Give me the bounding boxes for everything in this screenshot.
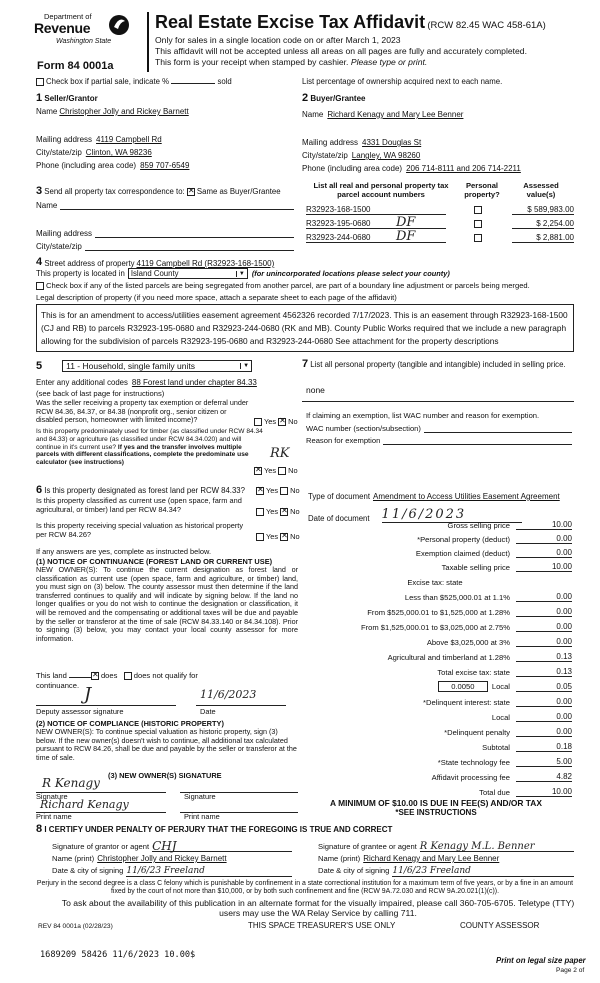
personal-property-value[interactable]: none <box>306 385 325 395</box>
street-row: 4 Street address of property 4119 Campbell Rd (R32923-168-1500) <box>36 256 307 268</box>
new-owner-heading: (3) NEW OWNER(S) SIGNATURE <box>108 771 222 780</box>
tax-value[interactable]: 0.00 <box>516 534 572 544</box>
date-line <box>196 705 286 706</box>
tax-row <box>300 667 572 677</box>
sec6-q2-options: Yes ✕ No <box>256 507 300 516</box>
notice-continuance-text: NEW OWNER(S): To continue the current designation as forest land or classification as current use (open space, farm and agriculture, or timber) land, you must sign on (3) below. The county assessor must then determine if the land transferred continues to qualify and will indicate by signing below. If the land no longer qualifies or you do not wish to continue the designation or classification, it will be removed and the compensating or additional taxes will be due and payable by the seller or transferor at the time of sale (RCW 84.33.140 or 84.34.108). Prior to signing (3) below, you may contact your local county assessor for more information. <box>36 565 298 643</box>
logo-icon <box>108 12 130 38</box>
assessor-label: COUNTY ASSESSOR <box>460 921 540 930</box>
parcel-row <box>306 205 574 216</box>
sec6-q3-options: Yes ✕ No <box>256 532 300 541</box>
tax-value[interactable]: 0.05 <box>516 682 572 692</box>
segregated-checkbox[interactable] <box>36 282 44 290</box>
sec3-city-input[interactable] <box>85 242 294 251</box>
title-wrap <box>155 12 546 33</box>
parcel-header: List all real and personal property tax parcel account numbers <box>313 181 449 199</box>
parcel-initials: DF <box>396 229 416 244</box>
grantee-sig-row: Signature of grantee or agent R Kenagy M.L. Benner <box>318 842 574 852</box>
tax-label: *Personal property (deduct) <box>417 535 510 544</box>
buyer-phone[interactable]: 206 714-8111 and 206 714-2211 <box>406 164 521 173</box>
cert-row: 8 I CERTIFY UNDER PENALTY OF PERJURY THAT THE FOREGOING IS TRUE AND CORRECT <box>36 823 393 835</box>
tax-label: Subtotal <box>482 743 510 752</box>
legal-description[interactable]: This is for an amendment to access/utilities easement agreement 4562326 recorded 7/17/2023. This is an easement through R32923-168-1500 (CJ and RB) to parcels R32923-195-0680 and R32923-244-0680 (RK and MB). County Public Works required that we include a new paragraph allowing for the subdivision of parcels R32923-195-0680 and R32923-244-0680 See attachment for the property descriptions <box>36 304 574 352</box>
tax-row <box>300 562 572 572</box>
seller-heading: 1 Seller/Grantor <box>36 92 98 104</box>
wac-input[interactable] <box>424 424 572 433</box>
property-street[interactable]: 4119 Campbell Rd (R32923-168-1500) <box>136 259 275 268</box>
form-title: Real Estate Excise Tax Affidavit <box>155 12 426 32</box>
grantee-date-row: Date & city of signing 11/6/23 Freeland <box>318 866 574 877</box>
seller-mailing[interactable]: 4119 Campbell Rd <box>96 135 162 144</box>
sec3-mailing-row: Mailing address <box>36 229 294 238</box>
exempt-label: If claiming an exemption, list WAC number and reason for exemption. <box>306 411 540 420</box>
sec6-q1: 6 Is this property designated as forest land per RCW 84.33? <box>36 484 245 496</box>
tax-row <box>300 682 572 692</box>
doc-type-row: Type of document Amendment to Access Utilities Easement Agreement <box>308 492 560 501</box>
tax-row <box>300 787 572 797</box>
deputy-date[interactable]: 11/6/2023 <box>200 688 257 701</box>
see-instructions: *SEE INSTRUCTIONS <box>395 808 477 817</box>
sec5-q1-options: Yes ✕ No <box>254 417 298 426</box>
sec6-q1-options: ✕ Yes No <box>256 486 300 495</box>
legal-paper-note: Print on legal size paper <box>496 956 586 965</box>
deputy-label: Deputy assessor signature <box>36 707 124 716</box>
notice-continuance-heading: (1) NOTICE OF CONTINUANCE (FOREST LAND OR CURRENT USE) <box>36 557 273 566</box>
tax-row <box>300 548 572 558</box>
parcel-row <box>306 229 574 244</box>
rev-number: REV 84 0001a (02/28/23) <box>38 923 113 930</box>
header-note3: This form is your receipt when stamped by cashier. <box>155 57 349 67</box>
tax-label: *State technology fee <box>437 758 510 767</box>
minimum-note: A MINIMUM OF $10.00 IS DUE IN FEE(S) AND/OR TAX <box>330 798 542 808</box>
date-label: Date <box>200 707 216 716</box>
buyer-name-row: Name Richard Kenagy and Mary Lee Benner <box>302 110 464 119</box>
dept-line1: Department of <box>44 12 92 21</box>
tax-row <box>300 637 572 647</box>
tax-row <box>300 727 572 737</box>
deputy-signature[interactable]: J <box>84 684 92 705</box>
tax-label: Agricultural and timberland at 1.28% <box>387 653 510 662</box>
initials-rk: RK <box>270 446 290 461</box>
tax-value[interactable]: 0.00 <box>516 727 572 737</box>
sec3-city-row: City/state/zip <box>36 242 294 251</box>
tax-label: Exemption claimed (deduct) <box>415 549 510 558</box>
owner-signature[interactable]: R Kenagy <box>42 776 100 790</box>
tax-value[interactable]: 0.00 <box>516 592 572 602</box>
sold-label: sold <box>217 77 232 86</box>
partial-sale-label: Check box if partial sale, indicate % <box>46 77 170 86</box>
tax-row <box>300 577 572 587</box>
continuance-label: continuance. <box>36 681 80 690</box>
reason-input[interactable] <box>383 436 572 445</box>
tax-label: Taxable selling price <box>441 563 510 572</box>
personal-property-checkbox[interactable] <box>474 206 482 214</box>
historic-no-checkbox[interactable] <box>280 533 288 541</box>
seller-phone-row: Phone (including area code) 859 707-6549 <box>36 161 190 170</box>
owner2-sig-label: Signature <box>184 792 216 801</box>
tax-label: Above $3,025,000 at 3% <box>426 638 510 647</box>
seller-name[interactable]: Christopher Jolly and Rickey Barnett <box>59 107 189 116</box>
seller-phone[interactable]: 859 707-6549 <box>140 161 190 170</box>
header-note3b: Please type or print. <box>350 57 428 67</box>
does-not-checkbox[interactable] <box>124 672 132 680</box>
buyer-city[interactable]: Langley, WA 98260 <box>351 151 421 160</box>
grantor-name[interactable]: Christopher Jolly and Rickey Barnett <box>97 854 227 863</box>
grantor-signature[interactable]: CHJ <box>152 842 292 852</box>
sec5-q1: Was the seller receiving a property tax exemption or deferral under RCW 84.36, 84.37, or 84.38 (nonprofit org., senior citizen or disabled person, homeowner with limited income)? <box>36 398 249 425</box>
tax-value[interactable]: 0.18 <box>516 742 572 752</box>
sec7-line <box>302 401 574 402</box>
current-use-no-checkbox[interactable] <box>280 508 288 516</box>
tax-value[interactable]: 0.00 <box>516 622 572 632</box>
personal-property-checkbox[interactable] <box>474 234 482 242</box>
forest-no-checkbox[interactable] <box>280 487 288 495</box>
header-note3-wrap <box>155 57 427 67</box>
tax-value[interactable]: 0.13 <box>516 667 572 677</box>
form-number: Form 84 0001a <box>37 60 114 72</box>
assessed-header: Assessed value(s) <box>523 181 559 199</box>
assessed-value[interactable]: $ 589,983.00 <box>512 205 574 215</box>
grantor-sig-row: Signature of grantor or agent CHJ <box>52 842 292 852</box>
tax-value[interactable]: 10.00 <box>516 562 572 572</box>
assessed-value[interactable]: $ 2,254.00 <box>512 219 574 229</box>
alt-format-note: To ask about the availability of this publication in an alternate format for the visually impaired, please call 360-705-6705. Teletype (TTY) users may use the WA Relay Service by calling 711. <box>61 898 575 918</box>
sec6-q3: Is this property receiving special valuation as historical property per RCW 84.26? <box>36 521 244 539</box>
does-checkbox[interactable] <box>91 672 99 680</box>
tax-label: Total due <box>479 788 510 797</box>
tax-row <box>300 697 572 707</box>
same-as-buyer-checkbox[interactable] <box>187 188 195 196</box>
tax-label: From $525,000.01 to $1,525,000 at 1.28% <box>367 608 510 617</box>
reason-row: Reason for exemption <box>306 436 572 445</box>
buyer-heading: 2 Buyer/Grantee <box>302 92 366 104</box>
sec6-any: If any answers are yes, complete as instructed below. <box>36 547 211 556</box>
tax-value[interactable]: 0.13 <box>516 652 572 662</box>
tax-label: Less than $525,000.01 at 1.1% <box>404 593 510 602</box>
tax-row <box>300 712 572 722</box>
owner-print-label: Print name <box>36 812 72 821</box>
tax-row <box>300 534 572 544</box>
grantor-date[interactable]: 11/6/23 Freeland <box>126 866 292 877</box>
q2-no-checkbox[interactable] <box>278 467 286 475</box>
historic-yes-checkbox[interactable] <box>256 533 264 541</box>
tax-value[interactable]: 0.00 <box>516 607 572 617</box>
parcel-row <box>306 215 574 230</box>
grantee-name-row: Name (print) Richard Kenagy and Mary Lee Benner <box>318 854 500 863</box>
header-divider <box>147 12 149 72</box>
notice-compliance-heading: (2) NOTICE OF COMPLIANCE (HISTORIC PROPERTY) <box>36 719 224 728</box>
additional-codes[interactable]: 88 Forest land under chapter 84.33 <box>131 378 257 387</box>
seller-city[interactable]: Clinton, WA 98236 <box>85 148 152 157</box>
sec3-mailing-input[interactable] <box>95 229 294 238</box>
notice-compliance-text: NEW OWNER(S): To continue special valuation as historic property, sign (3) below. If the new owner(s) doesn't wish to continue, all additional tax calculated pursuant to RCW 84.26, shall be due and payable by the seller or transferor at the time of sale. <box>36 727 297 762</box>
sec6-q2: Is this property classified as current use (open space, farm and agricultural, or timber) land per RCW 84.34? <box>36 496 242 514</box>
use-select[interactable]: 11 - Household, single family units ▼ <box>62 360 252 372</box>
tax-row <box>300 607 572 617</box>
seller-city-row: City/state/zip Clinton, WA 98236 <box>36 148 152 157</box>
tax-label: Excise tax: state <box>407 578 463 587</box>
tax-label: From $1,525,000.01 to $3,025,000 at 2.75% <box>360 623 510 632</box>
list-percentage: List percentage of ownership acquired next to each name. <box>302 77 503 86</box>
tax-label: Gross selling price <box>447 521 510 530</box>
cashier-stamp: 1689209 58426 11/6/2023 10.00$ <box>40 950 196 960</box>
header-note2: This affidavit will not be accepted unless all areas on all pages are fully and accurately completed. <box>155 46 527 56</box>
grantee-name[interactable]: Richard Kenagy and Mary Lee Benner <box>363 854 500 863</box>
tax-value[interactable]: 0.00 <box>516 548 572 558</box>
rcw-ref: (RCW 82.45 WAC 458-61A) <box>427 20 546 31</box>
buyer-mailing-row: Mailing address 4331 Douglas St <box>302 138 422 147</box>
grantee-date[interactable]: 11/6/23 Freeland <box>392 866 574 877</box>
local-rate[interactable]: 0.0050 <box>438 681 488 692</box>
dept-line3: Washington State <box>56 38 112 45</box>
dor-logo <box>34 10 134 58</box>
tax-value[interactable]: 0.00 <box>516 697 572 707</box>
tax-value[interactable]: 0.00 <box>516 637 572 647</box>
sec3-name-row: Name <box>36 201 294 210</box>
buyer-mailing[interactable]: 4331 Douglas St <box>362 138 422 147</box>
tax-value[interactable]: 5.00 <box>516 757 572 767</box>
sec7-text: 7 List all personal property (tangible and intangible) included in selling price. <box>302 358 566 370</box>
tax-label: *Delinquent interest: state <box>423 698 510 707</box>
owner-print-name[interactable]: Richard Kenagy <box>40 798 129 811</box>
sec3-name-input[interactable] <box>60 201 294 210</box>
see-back: (see back of last page for instructions) <box>36 389 165 398</box>
parcel-number[interactable]: R32923-168-1500 <box>306 205 446 215</box>
forest-yes-checkbox[interactable] <box>256 487 264 495</box>
seller-mailing-row: Mailing address 4119 Campbell Rd <box>36 135 162 144</box>
tax-row <box>300 622 572 632</box>
seller-name-row: Name Christopher Jolly and Rickey Barnett <box>36 107 189 116</box>
segregated-row: Check box if any of the listed parcels are being segregated from another parcel, are part of a boundary line adjustment or parcels being merged. <box>36 281 530 290</box>
parcel-number[interactable]: R32923-195-0680 <box>306 219 446 229</box>
sec3-row: 3 Send all property tax correspondence to: ✕ Same as Buyer/Grantee <box>36 185 281 197</box>
partial-sale-checkbox[interactable] <box>36 78 44 86</box>
partial-sale <box>36 77 232 86</box>
q2-yes-checkbox[interactable] <box>254 467 262 475</box>
tax-row <box>300 757 572 767</box>
tax-value[interactable]: 0.00 <box>516 712 572 722</box>
tax-label: Local <box>491 713 510 722</box>
owner-sig-label: Signature <box>36 792 68 801</box>
land-qualify-row: This land ✕ does does not qualify for <box>36 671 198 680</box>
tax-row <box>300 592 572 602</box>
dept-line2: Revenue <box>34 20 91 36</box>
doc-date[interactable]: 11/6/2023 <box>382 507 522 523</box>
codes-row: Enter any additional codes 88 Forest land under chapter 84.33 <box>36 378 282 387</box>
q1-no-checkbox[interactable] <box>278 418 286 426</box>
treasurer-label: THIS SPACE TREASURER'S USE ONLY <box>248 921 396 930</box>
header-note1: Only for sales in a single location code on or after March 1, 2023 <box>155 35 401 45</box>
tax-value[interactable]: 10.00 <box>516 520 572 530</box>
tax-row <box>300 742 572 752</box>
personal-property-checkbox[interactable] <box>474 220 482 228</box>
personal-header: Personal property? <box>464 181 500 199</box>
tax-label: 0.0050 Local <box>300 681 516 692</box>
parcel-number[interactable]: R32923-244-0680 <box>306 233 446 243</box>
q1-yes-checkbox[interactable] <box>254 418 262 426</box>
wac-row: WAC number (section/subsection) <box>306 424 572 433</box>
tax-row <box>300 652 572 662</box>
owner2-print-label: Print name <box>184 812 220 821</box>
tax-value[interactable]: 10.00 <box>516 787 572 797</box>
grantor-date-row: Date & city of signing 11/6/23 Freeland <box>52 866 292 877</box>
chevron-down-icon: ▼ <box>236 271 247 277</box>
tax-label: *Delinquent penalty <box>444 728 510 737</box>
county-select[interactable]: Island County ▼ <box>128 268 248 279</box>
tax-row <box>300 520 572 530</box>
doc-type[interactable]: Amendment to Access Utilities Easement Agreement <box>372 492 560 501</box>
county-row: This property is located in Island County ▼ (for unincorporated locations please select your county) <box>36 269 450 278</box>
current-use-yes-checkbox[interactable] <box>256 508 264 516</box>
tax-label: Affidavit processing fee <box>431 773 510 782</box>
parcel-initials: DF <box>396 215 416 230</box>
buyer-name[interactable]: Richard Kenagy and Mary Lee Benner <box>327 110 464 119</box>
tax-row <box>300 772 572 782</box>
sec5-q2: Is this property predominately used for timber (as classified under RCW 84.34 and 84.33) or agriculture (as classified under RCW 84.34.020) and will continue in it's current use? If yes and the transfer involves multiple parcels with different classifications, complete the predominate use calculator (see instructions) <box>36 428 263 467</box>
deputy-line <box>36 705 176 706</box>
sec5-q2-options: ✕Yes No <box>254 466 298 475</box>
tax-label: Total excise tax: state <box>437 668 510 677</box>
tax-value[interactable]: 4.82 <box>516 772 572 782</box>
perjury-note: Perjury in the second degree is a class C felony which is punishable by confinement in a state correctional institution for a maximum term of five years, or by a fine in an amount fixed by the court of not more than $10,000, or by both such confinement and fine (RCW 9A.72.030 and RCW 9A.20.021(1)(c)). <box>36 880 574 895</box>
chevron-down-icon: ▼ <box>240 363 251 369</box>
sec5-row: 5 11 - Household, single family units ▼ <box>36 360 252 372</box>
grantee-signature[interactable]: R Kenagy M.L. Benner <box>420 842 574 852</box>
page-number: Page 2 of <box>556 967 585 974</box>
doc-date-row: Date of document 11/6/2023 <box>308 507 522 523</box>
buyer-phone-row: Phone (including area code) 206 714-8111 and 206 714-2211 <box>302 164 521 173</box>
grantor-name-row: Name (print) Christopher Jolly and Rickey Barnett <box>52 854 227 863</box>
buyer-city-row: City/state/zip Langley, WA 98260 <box>302 151 421 160</box>
legal-label: Legal description of property (if you need more space, attach a separate sheet to each page of the affidavit) <box>36 293 397 302</box>
assessed-value[interactable]: $ 2,881.00 <box>512 233 574 243</box>
